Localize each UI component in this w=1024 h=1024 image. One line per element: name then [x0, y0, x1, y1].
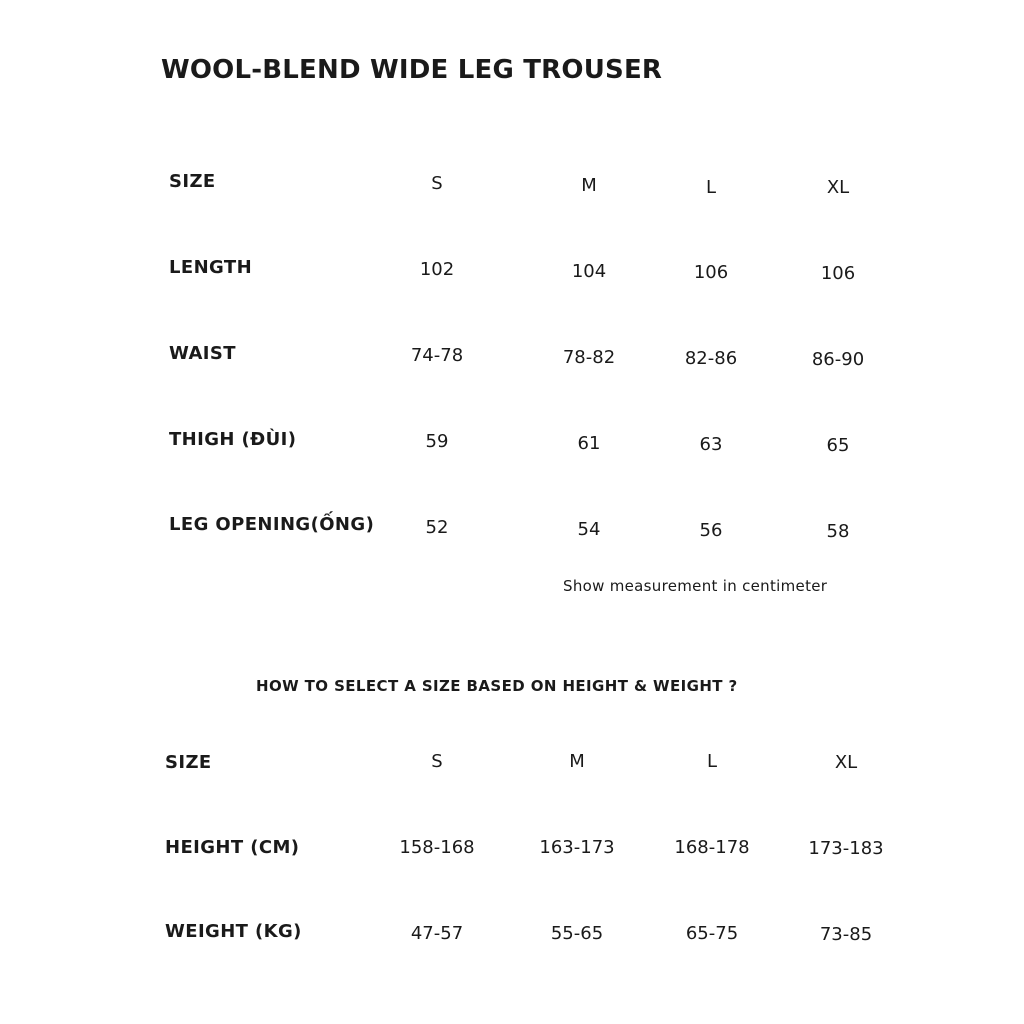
measurement-row-label-waist: WAIST: [169, 343, 236, 364]
guide-cell: M: [569, 751, 585, 772]
measurement-row-label-leg-opening: LEG OPENING(ỐNG): [169, 514, 375, 535]
guide-cell: 168-178: [674, 837, 750, 858]
guide-cell: XL: [834, 752, 858, 773]
guide-cell: 163-173: [539, 837, 615, 858]
measurement-unit-note: Show measurement in centimeter: [563, 577, 828, 595]
measurement-row-label-length: LENGTH: [169, 257, 253, 278]
guide-cell: L: [706, 751, 718, 772]
measurement-cell: 74-78: [410, 345, 464, 366]
guide-cell: 55-65: [550, 923, 604, 944]
measurement-cell: 54: [577, 519, 601, 540]
guide-row-label-height: HEIGHT (CM): [165, 837, 300, 858]
measurement-cell: 56: [699, 520, 723, 541]
measurement-cell: 52: [425, 517, 449, 538]
guide-cell: 158-168: [399, 837, 475, 858]
measurement-row-label-thigh: THIGH (ĐÙI): [169, 429, 297, 450]
measurement-cell: 61: [577, 433, 601, 454]
measurement-cell: 106: [693, 262, 729, 283]
guide-row-label-weight: WEIGHT (KG): [165, 921, 302, 942]
measurement-cell: XL: [826, 177, 850, 198]
measurement-cell: 82-86: [684, 348, 738, 369]
guide-cell: 47-57: [410, 923, 464, 944]
guide-cell: 73-85: [819, 924, 873, 945]
product-title: WOOL-BLEND WIDE LEG TROUSER: [161, 55, 663, 85]
measurement-cell: 58: [826, 521, 850, 542]
measurement-cell: 106: [820, 263, 856, 284]
guide-row-label-size: SIZE: [165, 752, 212, 773]
measurement-cell: 63: [699, 434, 723, 455]
size-guide-title: HOW TO SELECT A SIZE BASED ON HEIGHT & WEIGHT ?: [256, 677, 738, 695]
measurement-cell: L: [705, 177, 717, 198]
measurement-cell: 59: [425, 431, 449, 452]
measurement-cell: 65: [826, 435, 850, 456]
measurement-cell: 86-90: [811, 349, 865, 370]
guide-cell: S: [431, 751, 443, 772]
measurement-cell: S: [431, 173, 443, 194]
measurement-row-label-size: SIZE: [169, 171, 216, 192]
measurement-cell: M: [581, 175, 597, 196]
guide-cell: 65-75: [685, 923, 739, 944]
measurement-cell: 104: [571, 261, 607, 282]
measurement-cell: 102: [419, 259, 455, 280]
guide-cell: 173-183: [808, 838, 884, 859]
measurement-cell: 78-82: [562, 347, 616, 368]
